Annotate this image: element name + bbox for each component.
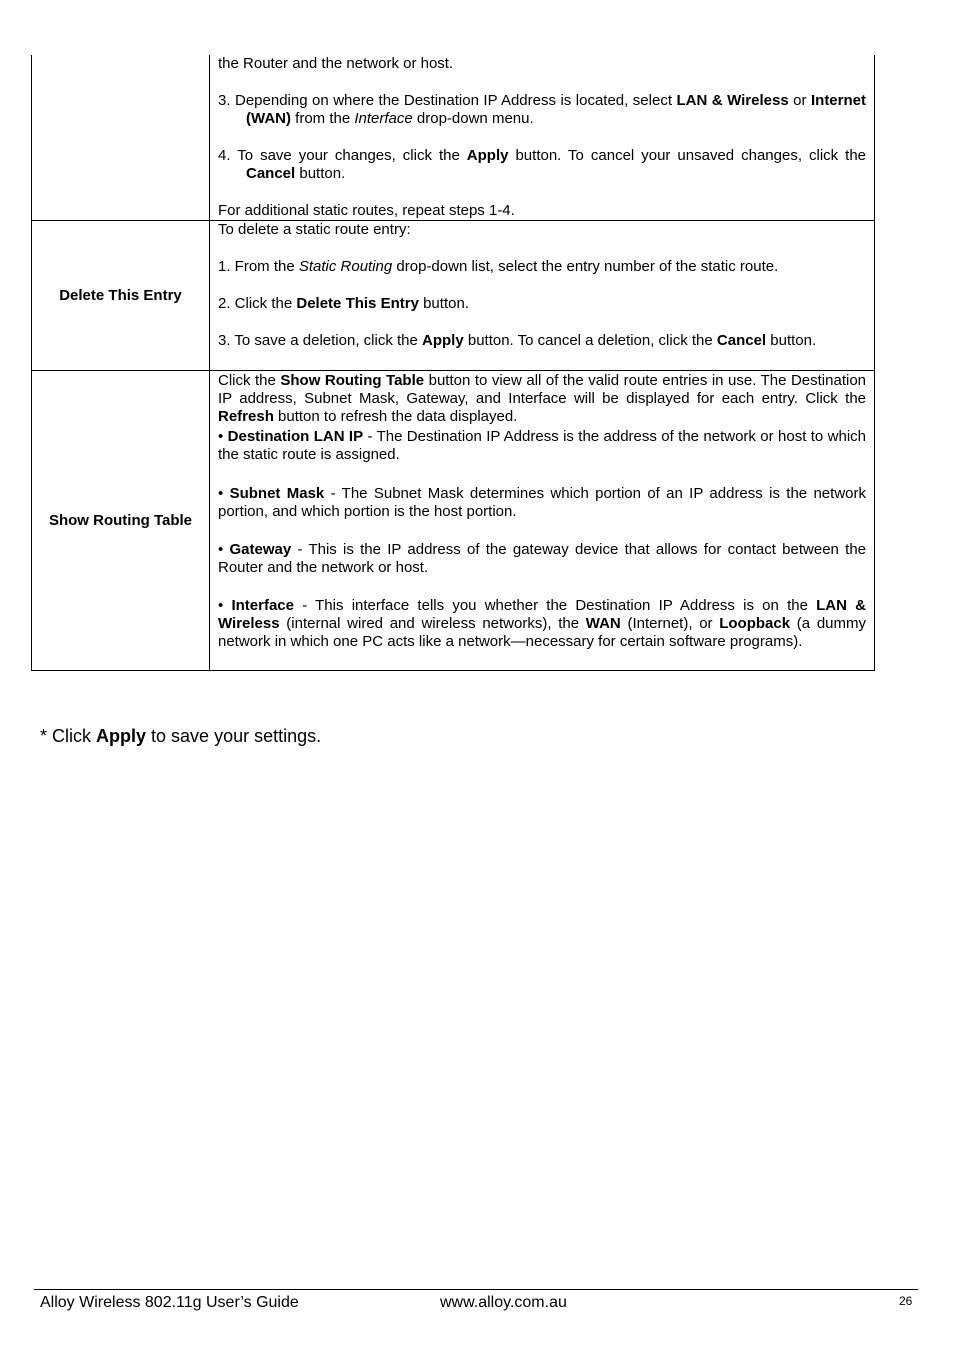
delete-step-3: 3. To save a deletion, click the Apply button. To cancel a deletion, click the Cancel button. xyxy=(218,332,817,349)
step-4-save-changes: 4. To save your changes, click the Apply button. To cancel your unsaved changes, click the Cancel button. xyxy=(218,147,866,182)
table-row-delete-entry xyxy=(32,221,875,371)
row-label-show-routing-table: Show Routing Table xyxy=(32,371,210,671)
bullet-gateway: • Gateway - This is the IP address of the gateway device that allows for contact between the Router and the network or host. xyxy=(218,541,866,576)
delete-intro: To delete a static route entry: xyxy=(218,221,411,238)
row-description-continued xyxy=(210,55,875,221)
row-description-show-routing xyxy=(210,371,875,671)
bullet-subnet-mask: • Subnet Mask - The Subnet Mask determines which portion of an IP address is the network portion, and which portion is the host portion. xyxy=(218,485,866,520)
delete-step-1: 1. From the Static Routing drop-down list, select the entry number of the static route. xyxy=(218,258,779,275)
row-description-delete xyxy=(210,221,875,371)
show-routing-intro: Click the Show Routing Table button to view all of the valid route entries in use. The Destination IP address, Subnet Mask, Gateway, and Interface will be displayed for each entry. Click the Refresh button to refresh the data displayed. xyxy=(218,372,867,425)
table-row-show-routing-table xyxy=(32,371,875,671)
continued-text: the Router and the network or host. xyxy=(218,55,454,72)
bullet-interface: • Interface - This interface tells you whether the Destination IP Address is on the LAN & Wireless (internal wired and wireless networks), the WAN (Internet), or Loopback (a dummy network in which one PC acts like a network—necessary for certain software programs). xyxy=(218,597,867,650)
delete-step-2: 2. Click the Delete This Entry button. xyxy=(218,295,469,312)
row-label-empty xyxy=(32,55,210,221)
footer-page-number: 26 xyxy=(899,1294,913,1308)
footer-divider xyxy=(34,1289,918,1290)
settings-table xyxy=(31,55,875,671)
bullet-destination-lan-ip: • Destination LAN IP - The Destination IP Address is the address of the network or host to which the static route is assigned. xyxy=(218,428,866,463)
table-row-continued xyxy=(32,55,875,221)
footer-website-url: www.alloy.com.au xyxy=(440,1294,567,1311)
footer-guide-title: Alloy Wireless 802.11g User’s Guide xyxy=(40,1294,299,1311)
repeat-steps-note: For additional static routes, repeat steps 1-4. xyxy=(218,202,515,219)
apply-settings-note: * Click Apply to save your settings. xyxy=(40,726,322,746)
step-3-select-interface: 3. Depending on where the Destination IP Address is located, select LAN & Wireless or Internet (WAN) from the Interface drop-down menu. xyxy=(218,92,866,127)
row-label-delete-this-entry: Delete This Entry xyxy=(32,221,210,371)
